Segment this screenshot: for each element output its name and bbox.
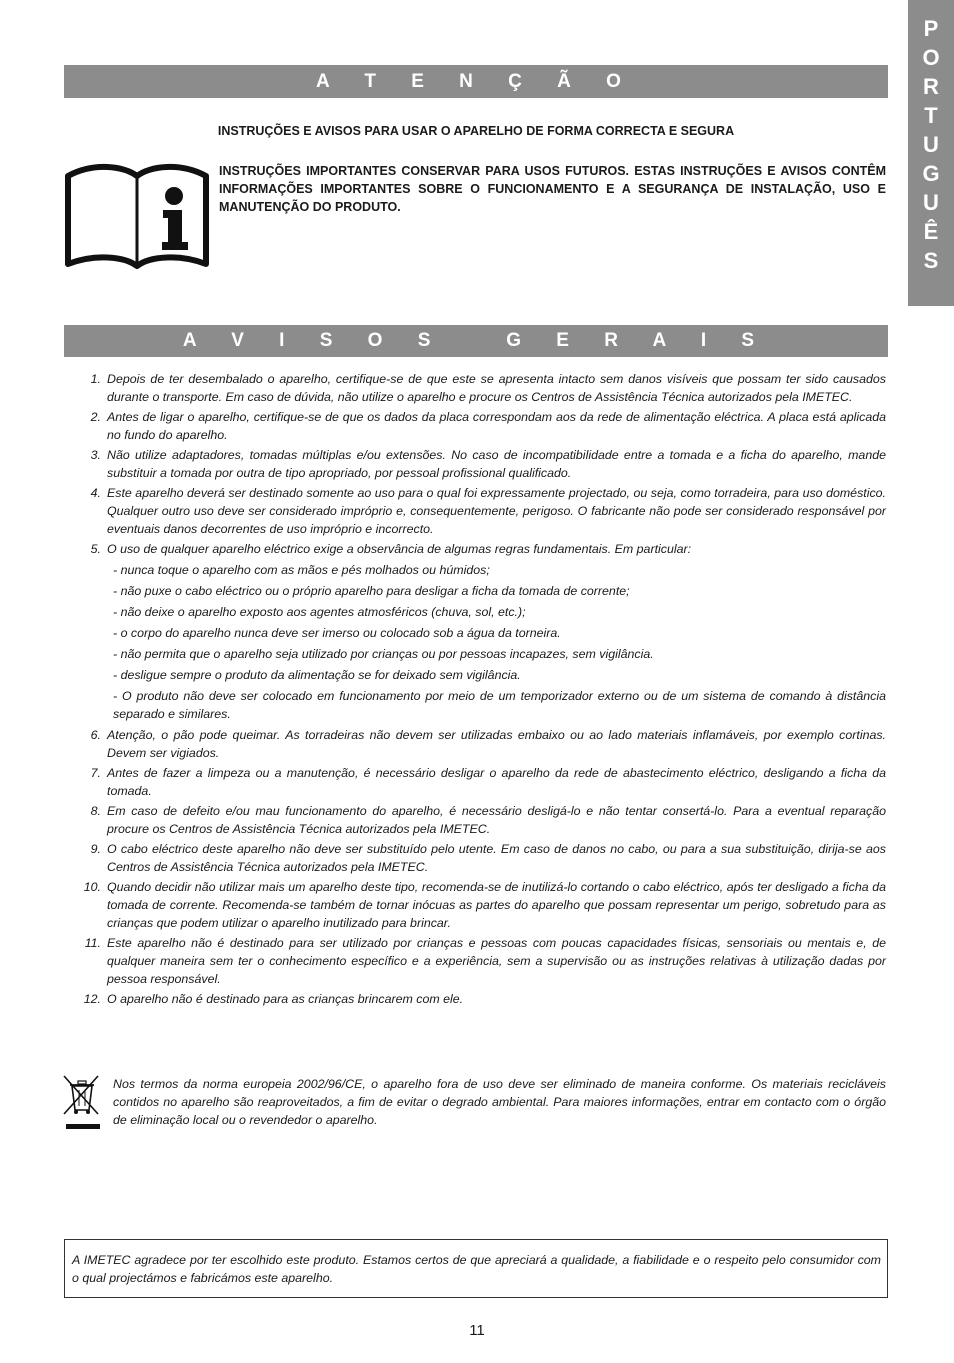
- language-tab-letter: S: [923, 248, 939, 273]
- language-tab-letter: P: [923, 16, 939, 41]
- item-number: 4.: [90, 486, 101, 500]
- item-text: O uso de qualquer aparelho eléctrico exige a observância de algumas regras fundamentais. Em particular:: [107, 542, 692, 556]
- item-number: 12.: [83, 992, 101, 1006]
- thanks-text: A IMETEC agradece por ter escolhido este produto. Estamos certos de que apreciará a qualidade, a fiabilidade e o respeito pelo consumidor com o qual projectámos e fabricámos este aparelho.: [72, 1253, 881, 1285]
- warnings-list: [64, 370, 886, 1010]
- sub-item: - o corpo do aparelho nunca deve ser imerso ou colocado sob a água da torneira.: [113, 626, 561, 640]
- item-number: 9.: [90, 842, 101, 856]
- language-tab-letter: U: [923, 190, 939, 215]
- list-item: [64, 408, 886, 444]
- list-item: [64, 370, 886, 406]
- list-item: [64, 802, 886, 838]
- item-text: O aparelho não é destinado para as crianças brincarem com ele.: [107, 992, 464, 1006]
- item-text: O cabo eléctrico deste aparelho não deve ser substituído pelo utente. Em caso de danos no cabo, ou para a sua substituição, dirija-se aos Centros de Assistência Técnica autorizados pela IMETEC.: [107, 842, 886, 874]
- language-tab-portugues: [908, 0, 954, 306]
- item-number: 2.: [90, 410, 101, 424]
- intro-text: INSTRUÇÕES IMPORTANTES CONSERVAR PARA USOS FUTUROS. ESTAS INSTRUÇÕES E AVISOS CONTÊM INFORMAÇÕES IMPORTANTES SOBRE O FUNCIONAMENTO E A SEGURANÇA DE INSTALAÇÃO, USO E MANUTENÇÃO DO PRODUTO.: [219, 164, 886, 214]
- info-book-icon: [64, 162, 210, 270]
- attention-banner: A T E N Ç Ã O: [64, 65, 888, 98]
- item-text: Quando decidir não utilizar mais um aparelho deste tipo, recomenda-se de inutilizá-lo cortando o cabo eléctrico, após ter desligado a ficha da tomada de corrente. Recomenda-se também de tornar inócuas as partes do aparelho que possam representar um perigo, sobretudo para as crianças que podem utilizar o aparelho inutilizado para brincar.: [107, 880, 886, 930]
- item-number: 1.: [90, 372, 101, 386]
- list-item: [64, 726, 886, 762]
- language-tab-letter: O: [922, 45, 940, 70]
- sub-item: - desligue sempre o produto da alimentação se for deixado sem vigilância.: [113, 668, 521, 682]
- language-tab-letter: G: [922, 161, 940, 186]
- list-item: [64, 990, 886, 1008]
- intro-heading: INSTRUÇÕES E AVISOS PARA USAR O APARELHO DE FORMA CORRECTA E SEGURA: [217, 124, 735, 138]
- item-text: Em caso de defeito e/ou mau funcionamento do aparelho, é necessário desligá-lo e não tentar consertá-lo. Para a eventual reparação procure os Centros de Assistência Técnica autorizados pela IMETEC.: [107, 804, 886, 836]
- thanks-box: [64, 1239, 888, 1298]
- list-item: [64, 840, 886, 876]
- item-number: 8.: [90, 804, 101, 818]
- sub-item: - não permita que o aparelho seja utilizado por crianças ou por pessoas incapazes, sem vigilância.: [113, 647, 654, 661]
- list-item: [64, 540, 886, 558]
- list-item: [64, 484, 886, 538]
- list-item: [64, 446, 886, 482]
- item-number: 10.: [83, 880, 101, 894]
- sub-item: - não puxe o cabo eléctrico ou o próprio aparelho para desligar a ficha da tomada de corrente;: [113, 584, 630, 598]
- list-item: [64, 764, 886, 800]
- item-number: 11.: [84, 936, 101, 950]
- language-tab-letter: Ê: [923, 219, 939, 244]
- item-text: Este aparelho deverá ser destinado somente ao uso para o qual foi expressamente projectado, ou seja, como torradeira, para uso doméstico. Qualquer outro uso deve ser considerado impróprio e, consequentemente, perigoso. O fabricante não pode ser considerado responsável por eventuais danos decorrentes de uso impróprio e incorrecto.: [107, 486, 886, 536]
- weee-disposal-text: Nos termos da norma europeia 2002/96/CE, o aparelho fora de uso deve ser eliminado de maneira conforme. Os materiais recicláveis contidos no aparelho são reaproveitados, a fim de evitar o degrado ambiental. Para maiores informações, entrar em contacto com o órgão de eliminação local ou o revendedor o aparelho.: [113, 1077, 886, 1127]
- general-warnings-banner: [64, 325, 888, 357]
- item-number: 5.: [90, 542, 101, 556]
- list-item: [64, 878, 886, 932]
- language-tab-letter: T: [924, 103, 938, 128]
- list-item: [64, 934, 886, 988]
- item-number: 6.: [90, 728, 101, 742]
- language-tab-letter: U: [923, 132, 939, 157]
- crossed-bin-icon: [62, 1074, 102, 1132]
- sub-item: - nunca toque o aparelho com as mãos e pés molhados ou húmidos;: [113, 563, 490, 577]
- sub-item: - O produto não deve ser colocado em funcionamento por meio de um temporizador externo ou de um sistema de comando à distância separado e similares.: [113, 689, 886, 721]
- item-text: Este aparelho não é destinado para ser utilizado por crianças e pessoas com poucas capacidades físicas, sensoriais ou mentais e, de qualquer maneira sem ter o conhecimento específico e a experiência, sem a supervisão ou as instruções relativas à utilização dadas por pessoa responsável.: [107, 936, 886, 986]
- item-text: Depois de ter desembalado o aparelho, certifique-se de que este se apresenta intacto sem danos visíveis que possam ter sido causados durante o transporte. Em caso de dúvida, não utilize o aparelho e procure os Centros de Assistência Técnica autorizados pela IMETEC.: [107, 372, 886, 404]
- item-number: 7.: [90, 766, 101, 780]
- language-tab-letter: R: [923, 74, 939, 99]
- sub-item: - não deixe o aparelho exposto aos agentes atmosféricos (chuva, sol, etc.);: [113, 605, 526, 619]
- item-text: Antes de ligar o aparelho, certifique-se de que os dados da placa correspondam aos da rede de alimentação eléctrica. A placa está aplicada no fundo do aparelho.: [107, 410, 886, 442]
- item-text: Antes de fazer a limpeza ou a manutenção, é necessário desligar o aparelho da rede de abastecimento eléctrico, desligando a ficha da tomada.: [107, 766, 886, 798]
- page-number: 11: [469, 1322, 485, 1339]
- item-number: 3.: [90, 448, 101, 462]
- general-warnings-title: A V I S O S G E R A I S: [182, 330, 770, 351]
- item-text: Atenção, o pão pode queimar. As torradeiras não devem ser utilizadas embaixo ou ao lado materiais inflamáveis, por exemplo cortinas. Devem ser vigiados.: [107, 728, 886, 760]
- item-text: Não utilize adaptadores, tomadas múltiplas e/ou extensões. No caso de incompatibilidade entre a tomada e a ficha do aparelho, mande substituir a tomada por outra de tipo apropriado, por pessoal profissional qualificado.: [107, 448, 886, 480]
